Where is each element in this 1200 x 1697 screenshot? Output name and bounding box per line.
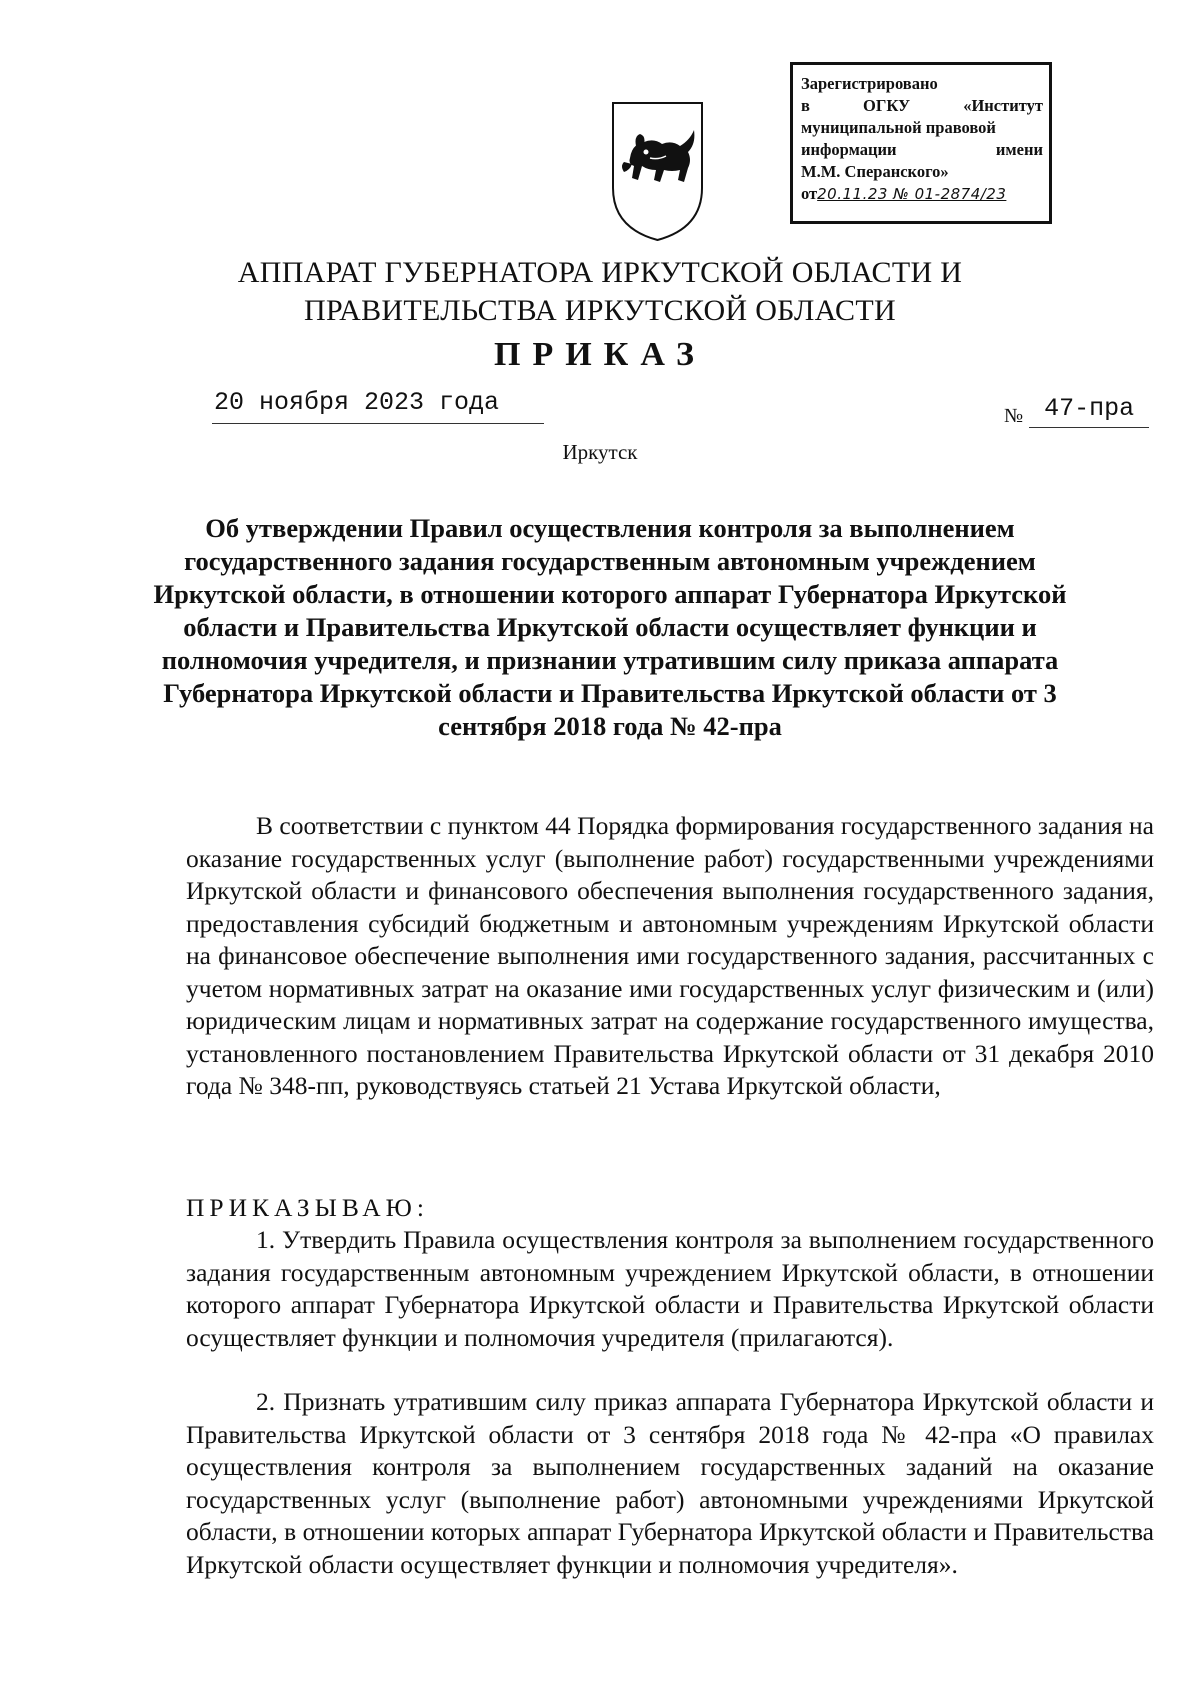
intro-paragraph: В соответствии с пунктом 44 Порядка формирования государственного задания на оказание государственных услуг (выполнение работ) государственными учреждениями Иркутской области и финансового обеспечения выполнения государственного задания, предоставления субсидий бюджетным и автономным учреждениям Иркутской области на финансовое обеспечение выполнения ими государственного задания, рассчитанных с учетом нормативных затрат на оказание ими государственных услуг физическим и (или) юридическим лицам и нормативных затрат на содержание государственного имущества, установленного постановлением Правительства Иркутской области от 31 декабря 2010 года № 348-пп, руководствуясь статьей 21 Устава Иркутской области, — [186, 811, 1154, 1100]
document-city: Иркутск — [562, 440, 638, 464]
order-item-1: 1. Утвердить Правила осуществления контроля за выполнением государственного задания государственным автономным учреждением Иркутской области, в отношении которого аппарат Губернатора Иркутской области и Правительства Иркутской области осуществляет функции и полномочия учредителя (прилагаются). — [186, 1225, 1154, 1352]
stamp-line: информации имени — [801, 140, 1043, 159]
stamp-line: в ОГКУ «Институт — [801, 96, 1043, 115]
document-title: Об утверждении Правил осуществления контроля за выполнением государственного задания государственным автономным учреждением Иркутской области, в отношении которого аппарат Губернатора Иркутской области и Правительства Иркутской области осуществляет функции и полномочия учредителя, и признании утратившим силу приказа аппарата Губернатора Иркутской области и Правительства Иркутской области от 3 сентября 2018 года № 42-пра — [153, 513, 1067, 741]
order-item-2: 2. Признать утратившим силу приказ аппарата Губернатора Иркутской области и Правительства Иркутской области от 3 сентября 2018 года № 42-пра «О правилах осуществления контроля за выполнением государственных заданий на оказание государственных услуг (выполнение работ) автономными учреждениями Иркутской области, в отношении которых аппарат Губернатора Иркутской области и Правительства Иркутской области осуществляет функции и полномочия учредителя». — [186, 1387, 1154, 1579]
irkutsk-coat-of-arms-icon — [610, 100, 705, 242]
stamp-line: муниципальной правовой — [801, 118, 996, 137]
stamp-handwritten-date: 20.11.23 № 01-2874/23 — [817, 185, 1007, 203]
organization-name: АППАРАТ ГУБЕРНАТОРА ИРКУТСКОЙ ОБЛАСТИ И ПРАВИТЕЛЬСТВА ИРКУТСКОЙ ОБЛАСТИ — [237, 256, 963, 327]
stamp-line: Зарегистрировано — [801, 74, 938, 93]
registration-stamp — [790, 62, 1052, 224]
document-number: 47-пра — [1029, 394, 1149, 428]
number-sign: № — [1004, 405, 1024, 427]
document-date: 20 ноября 2023 года — [212, 388, 544, 424]
stamp-line: М.М. Сперанского» — [801, 162, 949, 181]
document-type: ПРИКАЗ — [494, 336, 706, 373]
order-word: ПРИКАЗЫВАЮ: — [186, 1193, 429, 1222]
document-number-field — [1004, 394, 1149, 428]
stamp-date-line: от 20.11.23 № 01-2874/23 — [801, 184, 1007, 203]
